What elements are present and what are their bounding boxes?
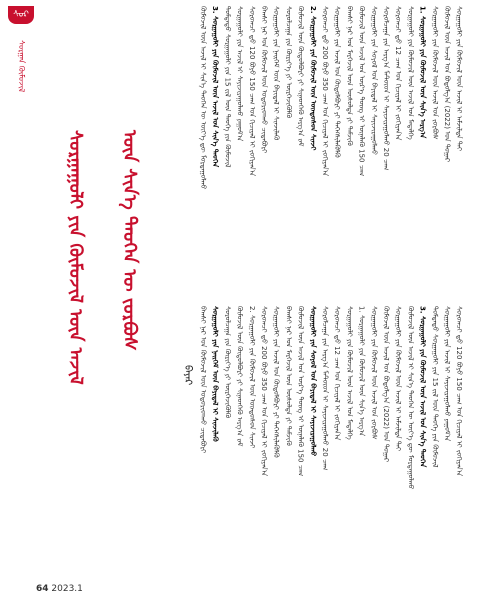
- text-column: ᠰᠤᠷᠤᠭᠴᠢ ᠳ᠋ᠤ 200 ᠪᠤᠶᠤ 350 ᠴᠠᠭ ᠤᠨ ᠬᠢᠴᠢᠶᠡᠯ ᠢ ᠵᠤᠬᠢᠶᠠᠨ᠎ᠠ: [321, 6, 329, 177]
- issue-date: 2023.1: [51, 584, 83, 594]
- text-column-lower: ᠰᠤᠷᠤᠭᠴᠢ ᠳ᠋ᠤ 120 ᠪᠤᠶᠤ 150 ᠴᠠᠭ ᠤᠨ ᠬᠢᠴᠢᠶᠡᠯ ᠢ ᠵᠤᠬᠢᠶᠠᠨ᠎ᠠ: [455, 306, 464, 477]
- text-column-lower: ᠬᠦᠮᠦᠵᠢᠯ ᠦᠨ ᠬᠥᠲᠥᠯᠪᠦᠷᠢ ᠶᠢ ᠰᠢᠨᠡᠳᠬᠡᠬᠦ ᠠᠷᠭ᠎ᠠ ᠵᠠᠮ: [235, 306, 244, 447]
- section-heading: 2. ᠰᠤᠷᠭᠠᠭᠤᠯᠢ ᠶᠢᠨ ᠬᠦᠮᠦᠵᠢᠯ ᠦᠨ ᠦᠨᠳᠦᠰᠦᠨ ᠰᠢᠨᠵᠢ: [308, 6, 317, 151]
- text-column: ᠪᠠᠭᠰᠢ ᠨᠠᠷ ᠤᠨ ᠬᠦᠮᠦᠵᠢᠯ ᠦᠨ ᠤᠳᠤᠷᠢᠳᠬᠤ ᠴᠢᠳᠠᠪᠤᠷᠢ: [260, 6, 268, 154]
- text-column-lower: ᠪᠠᠭᠰᠢ ᠨᠠᠷ ᠤᠨ ᠬᠦᠮᠦᠵᠢᠯ ᠦᠨ ᠤᠳᠤᠷᠢᠳᠬᠤ ᠴᠢᠳᠠᠪᠤᠷᠢ: [199, 306, 207, 454]
- section-heading: 3. ᠰᠤᠷᠭᠠᠭᠤᠯᠢ ᠶᠢᠨ ᠬᠦᠮᠦᠵᠢᠯ ᠦᠨ ᠠᠵᠢᠯ ᠤᠨ ᠰᠢᠨ᠎ᠡ ᠲᠡᠦᠬᠡᠨ: [211, 6, 220, 168]
- text-column: ᠰᠤᠷᠤᠭᠴᠢ ᠳ᠋ᠤ 120 ᠪᠤᠶᠤ 150 ᠴᠠᠭ ᠤᠨ ᠬᠢᠴᠢᠶᠡᠯ ᠢ ᠵᠤᠬᠢᠶᠠᠨ᠎ᠠ: [247, 6, 256, 177]
- text-column-lower: ᠰᠤᠷᠭᠠᠭᠤᠯᠢ ᠶᠢᠨ ᠰᠤᠶᠤᠯ ᠤᠨ ᠪᠠᠶᠢᠳᠠᠯ ᠢ ᠰᠠᠶᠢᠵᠢᠷᠠᠭᠤᠯᠬᠤ: [308, 306, 317, 457]
- text-column: ᠰᠤᠷᠭᠠᠭᠤᠯᠢ ᠶᠢᠨ ᠨᠡᠢᠭᠡᠮ ᠦᠨ ᠪᠠᠶᠢᠳᠠᠯ ᠢ ᠰᠢᠨᠵᠢᠯᠡᠬᠦ: [272, 6, 281, 141]
- text-column-lower: ᠰᠤᠷᠤᠭᠴᠢ ᠳ᠋ᠤ 12 ᠴᠠᠭ ᠤᠨ ᠬᠢᠴᠢᠶᠡᠯ ᠢ ᠵᠤᠬᠢᠶᠠᠨ᠎ᠠ: [333, 306, 342, 441]
- section-heading: 1. ᠰᠤᠷᠭᠠᠭᠤᠯᠢ ᠶᠢᠨ ᠬᠦᠮᠦᠵᠢᠯ ᠦᠨ ᠰᠢᠨ᠎ᠡ ᠠᠷᠭ᠎ᠠ: [418, 6, 427, 139]
- text-column: ᠬᠦᠮᠦᠵᠢᠯ ᠦᠨ ᠠᠵᠢᠯ ᠤᠨ ᠪᠤᠳᠤᠯᠭ᠎ᠠ (2022) ᠤᠨ ᠳᠤᠭᠠᠷ: [443, 6, 451, 163]
- text-column-lower: ᠰᠤᠷᠭᠠᠭᠤᠯᠢ ᠶᠢᠨ ᠨᠡᠢᠭᠡᠮ ᠦᠨ ᠪᠠᠶᠢᠳᠠᠯ ᠢ ᠰᠢᠨᠵᠢᠯᠡᠬᠦ: [211, 306, 220, 442]
- text-column-lower: 3. ᠰᠤᠷᠭᠠᠭᠤᠯᠢ ᠶᠢᠨ ᠬᠦᠮᠦᠵᠢᠯ ᠦᠨ ᠠᠵᠢᠯ ᠤᠨ ᠰᠢᠨ᠎ᠡ ᠲᠡᠦᠬᠡᠨ: [418, 306, 427, 468]
- text-column-lower: ᠰᠤᠷᠭᠠᠭᠤᠯᠢ ᠶᠢᠨ ᠬᠦᠮᠦᠵᠢᠯ ᠦᠨ ᠠᠵᠢᠯ ᠢ ᠠᠮᠵᠢᠯᠲᠠ ᠲᠠᠢ: [394, 306, 403, 452]
- article-body: [198, 6, 468, 536]
- article-title-line-2: ᠦᠨ ᠰᠢᠨ᠎ᠡ ᠲᠡᠦᠬᠡᠨ ᠦ ᠵᠤᠷᠪᠤᠰ: [119, 130, 140, 351]
- text-column-lower: ᠳᠤᠮᠳᠠᠳᠤ ᠰᠤᠷᠭᠠᠭᠤᠯᠢ ᠶᠢᠨ 15 ᠵᠢᠯ ᠦᠨ ᠲᠡᠦᠬᠡ ᠶᠢᠨ ᠬᠦᠮᠦᠵᠢᠯ: [430, 306, 439, 468]
- text-column: ᠳᠤᠮᠳᠠᠳᠤ ᠰᠤᠷᠭᠠᠭᠤᠯᠢ ᠶᠢᠨ 15 ᠵᠢᠯ ᠦᠨ ᠲᠡᠦᠬᠡ ᠶᠢᠨ ᠬᠦᠮᠦᠵᠢᠯ: [223, 6, 232, 168]
- text-column-lower: ᠬᠦᠮᠦᠵᠢᠯ ᠦᠨ ᠠᠵᠢᠯ ᠤᠨ ᠦᠷ᠎ᠡ ᠳᠦᠩ ᠢ ᠦᠨᠡᠯᠡᠬᠦ 150 ᠴᠠᠭ: [296, 306, 305, 477]
- page-number: 64: [36, 584, 49, 594]
- author-name: ᠪᠠᠶᠠᠷ: [182, 365, 193, 386]
- text-column: ᠰᠤᠷᠤᠯᠴᠠᠭᠠ ᠶᠢᠨ ᠠᠷᠭ᠎ᠠ ᠮᠡᠲ᠋ᠦ᠋ᠳ ᠢ ᠰᠠᠶᠢᠵᠢᠷᠠᠭᠤᠯᠬᠤ 20 ᠴᠠᠭ: [382, 6, 390, 171]
- text-column: ᠰᠤᠷᠭᠠᠭᠤᠯᠢ ᠶᠢᠨ ᠬᠦᠮᠦᠵᠢᠯ ᠦᠨ ᠠᠵᠢᠯ ᠤᠨ ᠮᠡᠳᠡᠯᠭᠡ: [406, 6, 415, 140]
- text-column: ᠬᠦᠮᠦᠵᠢᠯ ᠦᠨ ᠠᠵᠢᠯ ᠤᠨ ᠦᠷ᠎ᠡ ᠳᠦᠩ ᠢ ᠦᠨᠡᠯᠡᠬᠦ 150 ᠴᠠᠭ: [357, 6, 366, 177]
- page-footer: [36, 584, 83, 594]
- text-column: ᠰᠤᠷᠤᠭᠴᠢ ᠳ᠋ᠤ 12 ᠴᠠᠭ ᠤᠨ ᠬᠢᠴᠢᠶᠡᠯ ᠢ ᠵᠤᠬᠢᠶᠠᠨ᠎ᠠ: [394, 6, 403, 141]
- text-column: ᠰᠤᠷᠭᠠᠭᠤᠯᠢ ᠶᠢᠨ ᠰᠤᠶᠤᠯ ᠤᠨ ᠪᠠᠶᠢᠳᠠᠯ ᠢ ᠰᠠᠶᠢᠵᠢᠷᠠᠭᠤᠯᠬᠤ: [369, 6, 378, 155]
- text-column: ᠪᠠᠭᠰᠢ ᠨᠠᠷ ᠤᠨ ᠮᠡᠷᠭᠡᠵᠢᠯ ᠦᠨ ᠥᠰᠦᠯᠲᠡ ᠶᠢ ᠳᠡᠮᠵᠢᠬᠦ: [345, 6, 354, 146]
- text-column-lower: ᠬᠦᠮᠦᠵᠢᠯ ᠦᠨ ᠠᠵᠢᠯ ᠢ ᠰᠢᠨ᠎ᠡ ᠲᠡᠦᠬᠡᠨ ᠦ ᠦᠶ᠎ᠡ ᠳᠦ ᠮᠤᠷᠳᠠᠭᠤᠯᠬᠤ: [406, 306, 415, 490]
- article-title-line-1: ᠰᠤᠷᠭᠠᠭᠤᠯᠢ ᠶᠢᠨ ᠬᠦᠮᠦᠵᠢᠯ ᠦᠨ ᠠᠵᠢᠯ: [65, 130, 86, 385]
- text-column: ᠬᠦᠮᠦᠵᠢᠯ ᠦᠨ ᠬᠥᠲᠥᠯᠪᠦᠷᠢ ᠶᠢ ᠰᠢᠨᠡᠳᠬᠡᠬᠦ ᠠᠷᠭ᠎ᠠ ᠵᠠᠮ: [296, 6, 305, 147]
- section-tab: ᠰᠤᠷ: [8, 6, 34, 24]
- text-column-lower: ᠰᠤᠷᠭᠠᠭᠤᠯᠢ ᠶᠢᠨ ᠬᠦᠮᠦᠵᠢᠯ ᠦᠨ ᠠᠵᠢᠯ ᠤᠨ ᠮᠡᠳᠡᠯᠭᠡ: [345, 306, 354, 440]
- text-column-lower: ᠰᠤᠷᠭᠠᠭᠤᠯᠢ ᠶᠢᠨ ᠬᠦᠮᠦᠵᠢᠯ ᠦᠨ ᠠᠵᠢᠯ ᠤᠨ ᠵᠤᠷᠪᠤᠰ: [369, 306, 378, 440]
- text-column-lower: ᠰᠤᠷᠭᠠᠭᠤᠯᠢ ᠶᠢᠨ ᠠᠵᠢᠯ ᠤᠨ ᠬᠥᠲᠥᠯᠪᠦᠷᠢ ᠶᠢ ᠳᠡᠭᠡᠭᠰᠢᠯᠡᠭᠦᠯᠬᠦ: [272, 306, 281, 458]
- text-column-lower: ᠰᠤᠷᠤᠯᠴᠠᠭᠠ ᠶᠢᠨ ᠠᠷᠭ᠎ᠠ ᠮᠡᠲ᠋ᠦ᠋ᠳ ᠢ ᠰᠠᠶᠢᠵᠢᠷᠠᠭᠤᠯᠬᠤ 20 ᠴᠠᠭ: [321, 306, 329, 471]
- text-column: ᠬᠦᠮᠦᠵᠢᠯ ᠦᠨ ᠠᠵᠢᠯ ᠢ ᠰᠢᠨ᠎ᠡ ᠲᠡᠦᠬᠡᠨ ᠦ ᠦᠶ᠎ᠡ ᠳᠦ ᠮᠤᠷᠳᠠᠭᠤᠯᠬᠤ: [199, 6, 207, 190]
- text-column: ᠰᠤᠷᠭᠠᠭᠤᠯᠢ ᠶᠢᠨ ᠬᠦᠮᠦᠵᠢᠯ ᠦᠨ ᠠᠵᠢᠯ ᠤᠨ ᠵᠤᠷᠪᠤᠰ: [430, 6, 439, 140]
- text-column: ᠰᠤᠷᠭᠠᠭᠤᠯᠢ ᠶᠢᠨ ᠠᠵᠢᠯ ᠤᠨ ᠬᠥᠲᠥᠯᠪᠦᠷᠢ ᠶᠢ ᠳᠡᠭᠡᠭᠰᠢᠯᠡᠭᠦᠯᠬᠦ: [333, 6, 342, 158]
- text-column-lower: ᠪᠠᠭᠰᠢ ᠨᠠᠷ ᠤᠨ ᠮᠡᠷᠭᠡᠵᠢᠯ ᠦᠨ ᠥᠰᠦᠯᠲᠡ ᠶᠢ ᠳᠡᠮᠵᠢᠬᠦ: [284, 306, 293, 446]
- text-column-lower: ᠰᠤᠷᠭᠠᠭᠤᠯᠢ ᠶᠢᠨ ᠠᠵᠢᠯ ᠢ ᠰᠠᠶᠢᠵᠢᠷᠠᠭᠤᠯᠬᠤ ᠶᠠᠭᠤᠮ᠎ᠠ: [443, 306, 451, 442]
- text-column-lower: 1. ᠰᠤᠷᠭᠠᠭᠤᠯᠢ ᠶᠢᠨ ᠬᠦᠮᠦᠵᠢᠯ ᠦᠨ ᠰᠢᠨ᠎ᠡ ᠠᠷᠭ᠎ᠠ: [357, 306, 366, 437]
- text-column: ᠰᠤᠷᠤᠯᠴᠠᠭᠠ ᠶᠢᠨ ᠬᠦᠷᠢᠶ᠎ᠡ ᠶᠢ ᠥᠷᠭᠡᠵᠢᠭᠦᠯᠬᠦ: [284, 6, 293, 119]
- section-label: ᠰᠤᠷᠭᠠᠨ ᠬᠦᠮᠦᠵᠢᠯ: [17, 40, 26, 93]
- text-column-lower: 2. ᠰᠤᠷᠭᠠᠭᠤᠯᠢ ᠶᠢᠨ ᠬᠦᠮᠦᠵᠢᠯ ᠦᠨ ᠦᠨᠳᠦᠰᠦᠨ ᠰᠢᠨᠵᠢ: [247, 306, 256, 449]
- text-column-lower: ᠰᠤᠷᠤᠯᠴᠠᠭᠠ ᠶᠢᠨ ᠬᠦᠷᠢᠶ᠎ᠡ ᠶᠢ ᠥᠷᠭᠡᠵᠢᠭᠦᠯᠬᠦ: [223, 306, 232, 419]
- text-column: ᠰᠤᠷᠭᠠᠭᠤᠯᠢ ᠶᠢᠨ ᠬᠦᠮᠦᠵᠢᠯ ᠦᠨ ᠠᠵᠢᠯ ᠢ ᠠᠮᠵᠢᠯᠲᠠ ᠲᠠᠢ: [455, 6, 464, 152]
- text-column-lower: ᠰᠤᠷᠤᠭᠴᠢ ᠳ᠋ᠤ 200 ᠪᠤᠶᠤ 350 ᠴᠠᠭ ᠤᠨ ᠬᠢᠴᠢᠶᠡᠯ ᠢ ᠵᠤᠬᠢᠶᠠᠨ᠎ᠠ: [260, 306, 268, 477]
- text-column-lower: ᠬᠦᠮᠦᠵᠢᠯ ᠦᠨ ᠠᠵᠢᠯ ᠤᠨ ᠪᠤᠳᠤᠯᠭ᠎ᠠ (2022) ᠤᠨ ᠳᠤᠭᠠᠷ: [382, 306, 390, 463]
- text-column: ᠰᠤᠷᠭᠠᠭᠤᠯᠢ ᠶᠢᠨ ᠠᠵᠢᠯ ᠢ ᠰᠠᠶᠢᠵᠢᠷᠠᠭᠤᠯᠬᠤ ᠶᠠᠭᠤᠮ᠎ᠠ: [235, 6, 244, 142]
